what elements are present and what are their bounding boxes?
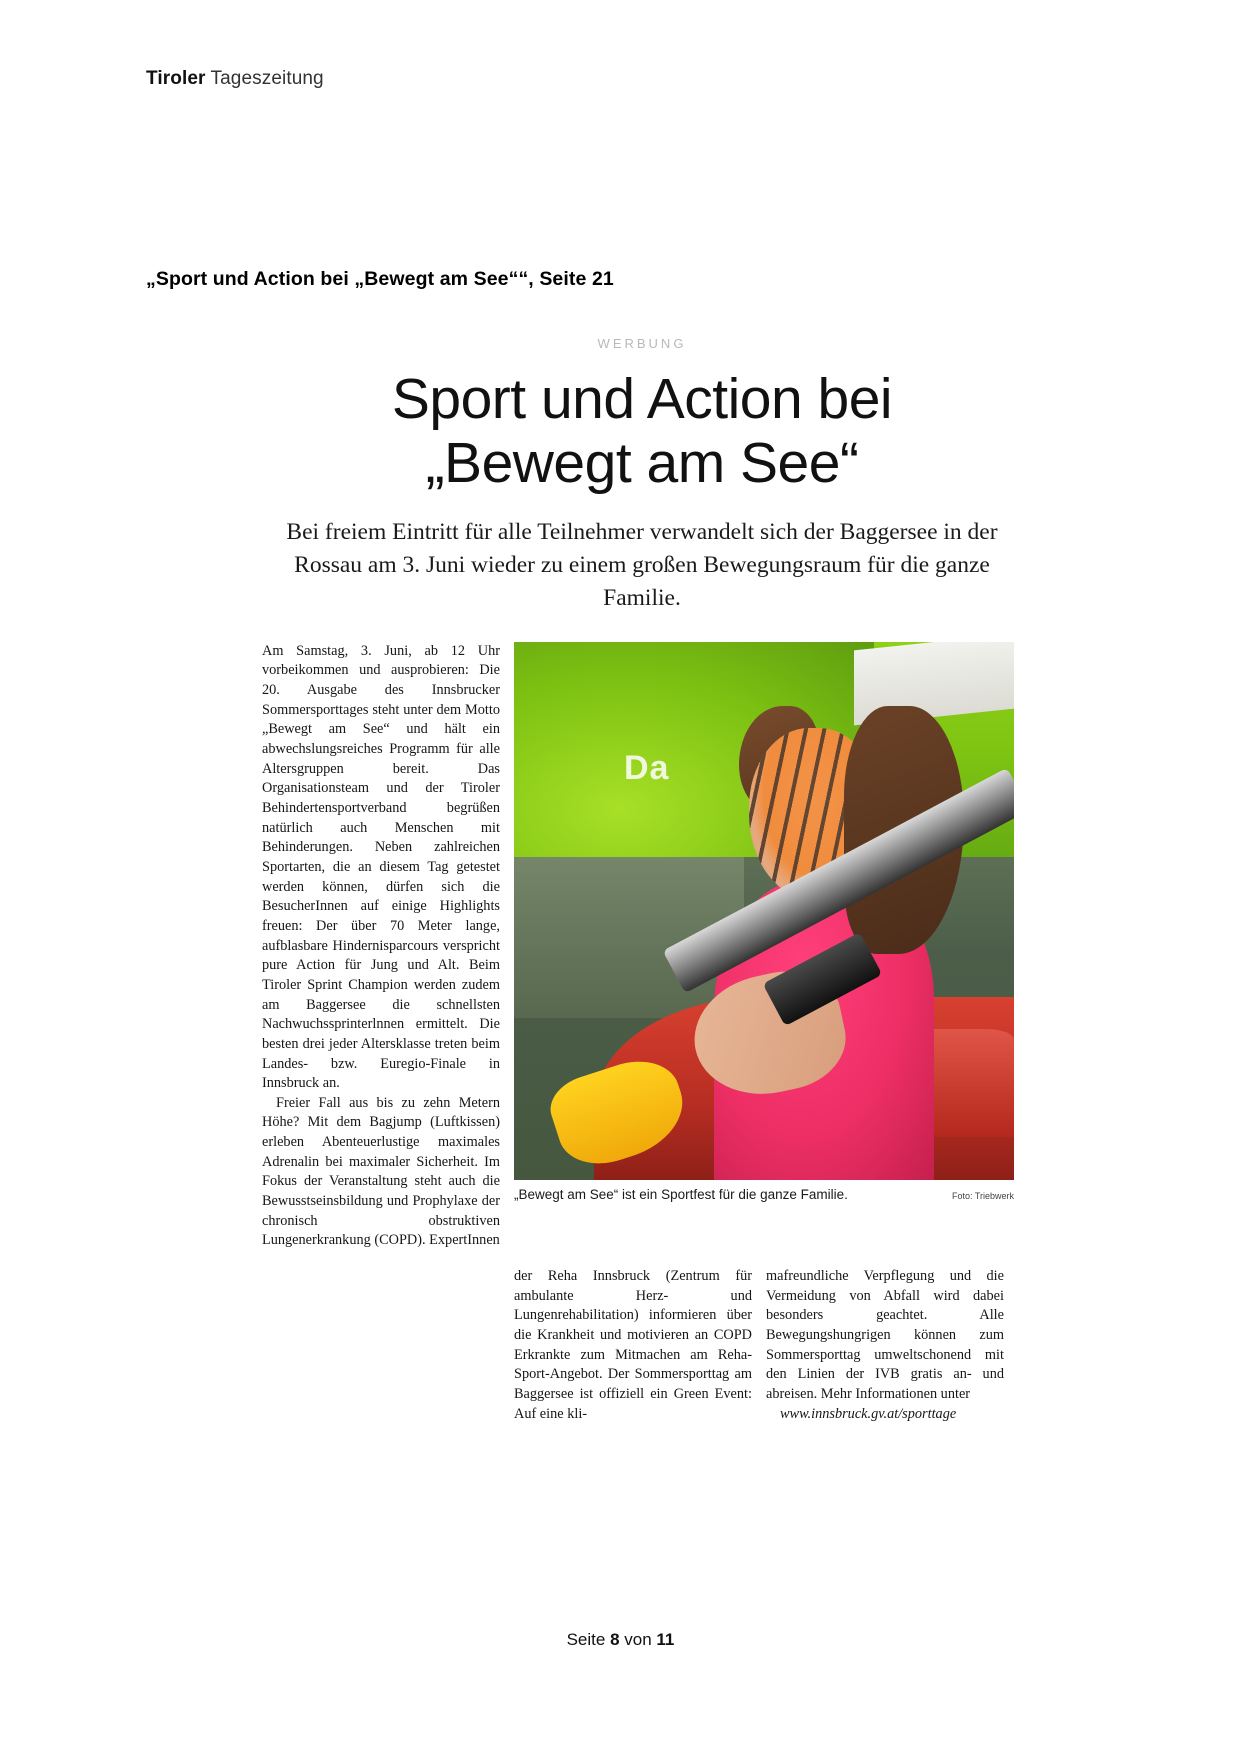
article-url: www.innsbruck.gv.at/sporttage bbox=[780, 1405, 957, 1422]
article-paragraph-4: mafreundliche Verpflegung und die Vermeidung von Abfall wird dabei besonders geachtet. Alle Bewegungshungrigen können zum Sommersporttag umweltschonend mit den Linien der IVB gratis an- und abreisen. Mehr Informationen unter bbox=[766, 1268, 1004, 1403]
masthead-brand-bold: Tiroler bbox=[146, 68, 206, 89]
article-photo-block bbox=[514, 642, 1014, 1251]
article-column-bottom-2 bbox=[514, 1267, 752, 1424]
article-body-top bbox=[262, 642, 1022, 1251]
advertising-label: WERBUNG bbox=[597, 336, 687, 351]
masthead-brand-light: Tageszeitung bbox=[210, 68, 324, 89]
article-headline-line1: Sport und Action bei bbox=[391, 367, 893, 431]
article-body-bottom bbox=[262, 1267, 1022, 1424]
article-column-1 bbox=[262, 642, 500, 1251]
article-paragraph-2: Freier Fall aus bis zu zehn Metern Höhe? Mit dem Bagjump (Luftkissen) erleben Abenteuerlustige maximales Adrenalin bei maximaler Sicherheit. Im Fokus der Veranstaltung steht auch die Bewusstseinsbildung und Prophylaxe der chronisch obstruktiven Lungenerkrankung (COPD). ExpertInnen bbox=[262, 1094, 500, 1249]
article-column-bottom-3 bbox=[766, 1267, 1004, 1424]
clipping-title: „Sport und Action bei „Bewegt am See““, Seite 21 bbox=[146, 268, 614, 290]
photo-credit: Foto: Triebwerk bbox=[951, 1190, 1014, 1201]
article-headline bbox=[262, 368, 1022, 496]
article-paragraph-1: Am Samstag, 3. Juni, ab 12 Uhr vorbeikommen und ausprobieren: Die 20. Ausgabe des Innsbrucker Sommersporttages steht unter dem Motto „Bewegt am See“ und hält ein abwechslungsreiches Programm für alle Altersgruppen bereit. Das Organisationsteam und der Tiroler Behindertensportverband begrüßen natürlich auch Menschen mit Behinderungen. Neben zahlreichen Sportarten, die an diesem Tag getestet werden können, dürfen sich die BesucherInnen auf einige Highlights freuen: Der über 70 Meter lange, aufblasbare Hindernisparcours verspricht pure Action für Jung und Alt. Beim Tiroler Sprint Champion werden zudem am Baggersee die schnellsten Nachwuchssprinterlnnen ermittelt. Die besten drei jeder Altersklasse treten beim Landes- bzw. Euregio-Finale in Innsbruck an. bbox=[262, 642, 500, 1092]
article-photo bbox=[514, 642, 1014, 1180]
footer-prefix: Seite bbox=[566, 1630, 611, 1649]
footer-total-pages: 11 bbox=[656, 1630, 675, 1649]
photo-caption: „Bewegt am See“ ist ein Sportfest für die ganze Familie. bbox=[514, 1186, 848, 1202]
footer-middle: von bbox=[619, 1630, 657, 1649]
photo-caption-row bbox=[514, 1187, 1014, 1202]
article-subheadline: Bei freiem Eintritt für alle Teilnehmer verwandelt sich der Baggersee in der Rossau am 3. Juni wieder zu einem großen Bewegungsraum für die ganze Familie. bbox=[286, 518, 998, 612]
page-footer bbox=[0, 1630, 1241, 1650]
article-column-bottom-1 bbox=[262, 1267, 500, 1424]
footer-page-number: 8 bbox=[610, 1630, 620, 1649]
article-headline-line2: „Bewegt am See“ bbox=[425, 430, 859, 495]
kayak-brand-text: Da bbox=[624, 749, 670, 788]
masthead bbox=[146, 68, 324, 90]
newspaper-clipping bbox=[262, 330, 1022, 1440]
article-paragraph-3: der Reha Innsbruck (Zentrum für ambulante Herz- und Lungenrehabilitation) informieren über die Krankheit und motivieren an COPD Erkrankte zum Mitmachen am Reha-Sport-Angebot. Der Sommersporttag am Baggersee ist offiziell ein Green Event: Auf eine kli- bbox=[514, 1268, 752, 1422]
